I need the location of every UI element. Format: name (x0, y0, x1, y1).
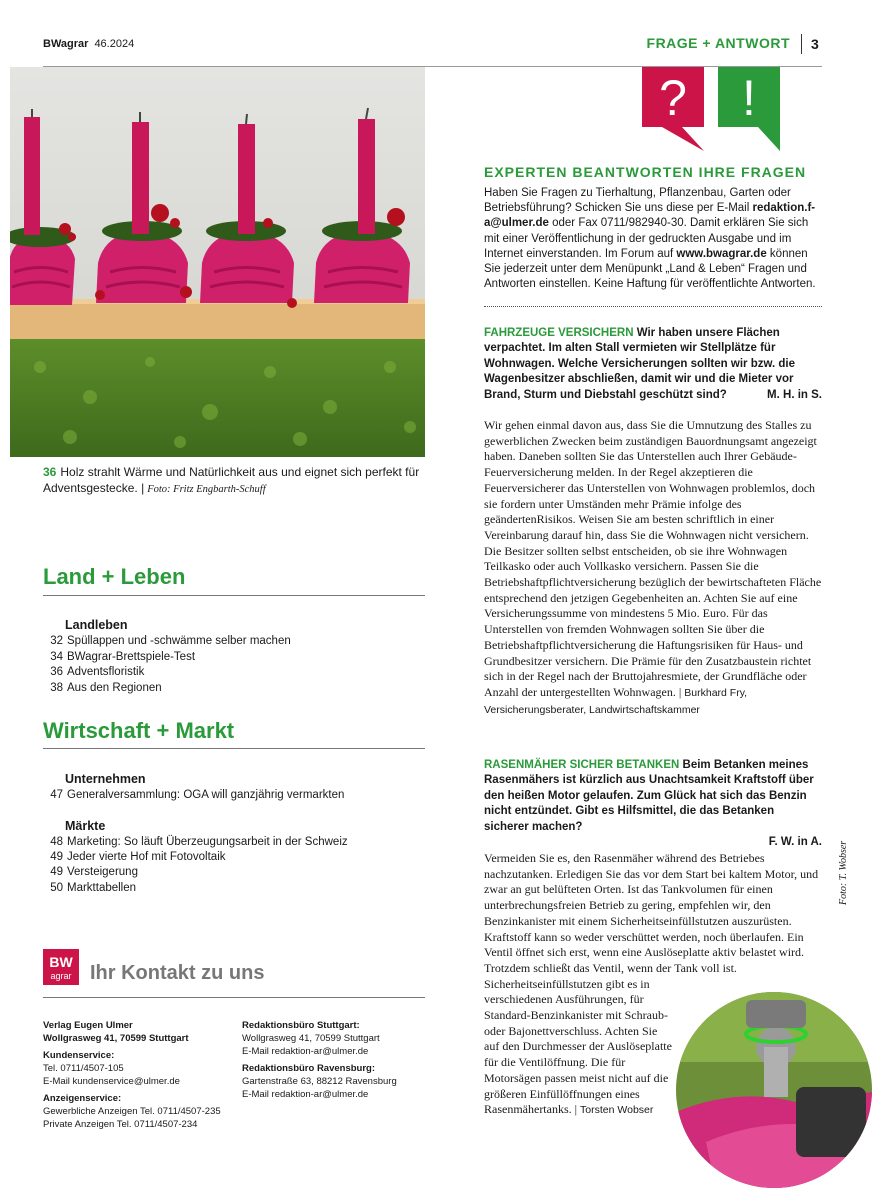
toc-item[interactable] (43, 634, 291, 650)
answer-2-author: Torsten Wobser (580, 1104, 654, 1117)
toc-item-page: 49 (50, 866, 63, 878)
toc-item[interactable] (43, 665, 144, 681)
toc-item-title: Marketing: So läuft Überzeugungsarbeit in der Schweiz (67, 836, 348, 848)
intro-text-1: Haben Sie Fragen zu Tierhaltung, Pflanzenbau, Garten oder Betriebsführung? Schicken Sie uns diese per E-Mail (484, 187, 791, 215)
toc-group-maerkte: Märkte (65, 819, 106, 833)
toc-section-land-leben: Land + Leben (43, 564, 186, 589)
office-ravensburg-address: Gartenstraße 63, 88212 Ravensburg (242, 1076, 397, 1087)
toc-item-page: 38 (50, 682, 63, 694)
header-divider (801, 34, 802, 54)
photo-caption (43, 464, 423, 498)
publisher-address: Wollgrasweg 41, 70599 Stuttgart (43, 1033, 189, 1044)
toc-item-page: 50 (50, 882, 63, 894)
toc-item[interactable] (43, 835, 348, 851)
question-2-topic: RASENMÄHER SICHER BETANKEN (484, 759, 680, 771)
caption-page-number: 36 (43, 465, 57, 479)
lawnmower-refueling-photo (676, 992, 872, 1188)
toc-section-wirtschaft-markt: Wirtschaft + Markt (43, 718, 235, 743)
toc-group-unternehmen: Unternehmen (65, 772, 146, 786)
toc-item-title: Versteigerung (67, 866, 138, 878)
answer-1 (484, 418, 822, 718)
toc-item-page: 49 (50, 851, 63, 863)
customer-service-email[interactable]: E-Mail kundenservice@ulmer.de (43, 1076, 180, 1087)
toc-item-title: BWagrar-Brettspiele-Test (67, 651, 196, 663)
exclamation-mark-glyph: ! (742, 70, 756, 126)
contact-left-column (43, 1019, 233, 1131)
caption-text: Holz strahlt Wärme und Natürlichkeit aus und eignet sich perfekt für Adventsgestecke. (43, 465, 420, 495)
answer-1-text: Wir gehen einmal davon aus, dass Sie die Umnutzung des Stalles zu gewerblichen Zwecken beim zuständigen Bauordnungsamt angezeigt haben. Daneben sollten Sie das Unterstellen auch Ihrer Gebäude-Feuerversicherung melden. In der Regel akzeptieren die Feuerversicherer das Unterstellen von Wohnwagen problemlos, doch sie fordern unter Umständen mehr Prämie infolge des geändertenRisikos. Weisen Sie am besten schriftlich in einer Vereinbarung darauf hin, dass Sie die Wohnwagen nicht versichern. Die Besitzer sollten selbst entscheiden, ob sie ihre Wohnwagen Teilkasko oder auch Vollkasko versichern. Passen Sie die Betriebshaftpflichtversicherung bezüglich der bewirtschafteten Fläche entsprechend den jetzigen Gegebenheiten an. Achten Sie auf eine Versicherungssumme von mindestens 5 Mio. Euro. Für das Unterstellen von fremden Wohnwagen sollten Sie über die Betriebshaftpflichtversicherung die Haftungsrisiken für Haus- und Grundbesitzer versichern. Die Prämie für den Zusatzbaustein richtet sich in der Regel nach der Bruttojahresmiete, der Grundfläche oder Anzahl der untergestellten Wohnwagen. (484, 418, 822, 699)
logo-text-top: BW (49, 954, 73, 970)
toc-rule-2 (43, 748, 425, 749)
toc-item-title: Generalversammlung: OGA will ganzjährig vermarkten (67, 789, 345, 801)
contact-rule (43, 997, 425, 998)
toc-item[interactable] (43, 650, 195, 666)
publisher-name: Verlag Eugen Ulmer (43, 1020, 133, 1031)
answer-1-separator: | (678, 684, 682, 699)
commercial-ads-phone[interactable]: Gewerbliche Anzeigen Tel. 0711/4507-235 (43, 1106, 221, 1117)
bwagrar-logo (43, 949, 79, 985)
answer-1-author: Burkhard Fry, Versicherungsberater, Landwirtschaftskammer (484, 686, 748, 716)
issue-number: 46.2024 (94, 38, 135, 50)
toc-item[interactable] (43, 865, 138, 881)
intro-text-2: oder Fax 0711/982940-30. Damit erklären Sie sich mit einer Veröffentlichung in der gedruckten Ausgabe und im Internet einverstanden. Im Forum auf (484, 217, 809, 260)
answer-2-separator: | (574, 1102, 578, 1117)
office-ravensburg-email[interactable]: E-Mail redaktion-ar@ulmer.de (242, 1089, 369, 1100)
private-ads-phone[interactable]: Private Anzeigen Tel. 0711/4507-234 (43, 1119, 198, 1130)
question-2-signature: F. W. in A. (768, 836, 822, 849)
mower-photo-credit: Foto: T. Wobser (838, 840, 849, 905)
intro-text-3: können Sie jederzeit unter dem Menüpunkt „Land & Leben“ Fragen und Antworten einstellen. Keine Haftung für veröffentlichte Antworten. (484, 247, 816, 291)
toc-item-title: Jeder vierte Hof mit Fotovoltaik (67, 851, 226, 863)
toc-item-page: 47 (50, 789, 63, 801)
toc-item-page: 32 (50, 635, 63, 647)
toc-item-page: 36 (50, 666, 63, 678)
contact-title: Ihr Kontakt zu uns (90, 962, 265, 984)
customer-service-phone[interactable]: Tel. 0711/4507-105 (43, 1063, 124, 1074)
toc-item[interactable] (43, 681, 162, 697)
dotted-divider (484, 306, 822, 307)
contact-email-link[interactable]: redaktion.f-a@ulmer.de (484, 202, 816, 230)
office-stuttgart-address: Wollgrasweg 41, 70599 Stuttgart (242, 1033, 380, 1044)
experts-intro (484, 186, 824, 292)
office-stuttgart-label: Redaktionsbüro Stuttgart: (242, 1020, 360, 1031)
experts-title: EXPERTEN BEANTWORTEN IHRE FRAGEN (484, 164, 807, 180)
publication-name: BWagrar (43, 38, 89, 50)
website-link[interactable]: www.bwagrar.de (676, 247, 767, 260)
question-mark-glyph: ? (659, 70, 687, 126)
publication-header (43, 38, 134, 50)
question-1 (484, 326, 822, 403)
question-1-text: Wir haben unsere Flächen verpachtet. Im alten Stall vermieten wir Stellplätze für Wohnwagen. Welche Versicherungen sollten wir bzw. die Wagenbesitzer abschließen, damit wir und die Mieter vor Brand, Sturm und Diebstahl geschützt sind? (484, 327, 795, 401)
caption-credit: Foto: Fritz Engbarth-Schuff (147, 484, 266, 495)
page-number: 3 (811, 36, 819, 52)
toc-item[interactable] (43, 788, 344, 804)
ad-service-label: Anzeigenservice: (43, 1093, 122, 1104)
question-1-topic: FAHRZEUGE VERSICHERN (484, 327, 634, 339)
toc-item[interactable] (43, 850, 226, 866)
section-title: FRAGE + ANTWORT (646, 35, 790, 51)
contact-right-column (242, 1019, 432, 1101)
question-2 (484, 758, 822, 850)
toc-group-landleben: Landleben (65, 618, 128, 632)
toc-item-title: Markttabellen (67, 882, 137, 894)
exclamation-mark-icon (718, 67, 780, 151)
office-stuttgart-email[interactable]: E-Mail redaktion-ar@ulmer.de (242, 1046, 369, 1057)
question-1-signature: M. H. in S. (767, 388, 822, 401)
question-mark-icon (642, 67, 704, 151)
toc-item-title: Aus den Regionen (67, 682, 162, 694)
customer-service-label: Kundenservice: (43, 1050, 115, 1061)
toc-item-page: 34 (50, 651, 63, 663)
caption-separator: | (141, 481, 145, 495)
advent-decoration-photo (10, 67, 425, 457)
logo-text-bottom: agrar (50, 971, 72, 981)
toc-rule-1 (43, 595, 425, 596)
toc-item-page: 48 (50, 836, 63, 848)
office-ravensburg-label: Redaktionsbüro Ravensburg: (242, 1063, 376, 1074)
toc-item-title: Adventsfloristik (67, 666, 145, 678)
answer-2-text: Vermeiden Sie es, den Rasenmäher während des Betriebes nachzutanken. Erledigen Sie das vor dem Start bei kaltem Motor, und zwar an gut belüfteten Orten. Ist das Tankvolumen für einen unterbrechungsfreien Betrieb zu gering, empfehlen wir, den Benzinkanister mit einem Sicherheitseinfüllstutzen auszurüsten. Kraftstoff kann so weder verschüttet werden, noch überlaufen. Ein Ventil öffnet sich erst, wenn eine Auslöseplatte aktiv belastet wird. Trotzdem schließt das Ventil, wenn der Tank voll ist. Sicherheitseinfüllstutzen gibt es in verschiedenen Ausführungen, für Standard-Benzinkanister mit Schraub- oder Bajonettverschluss. Achten Sie auf den Durchmesser der Auslöseplatte für die Ventilöffnung. Die für Motorsägen passen meist nicht auf die größeren Einfüllöffnungen eines Rasenmähertanks. (484, 851, 819, 1117)
toc-item[interactable] (43, 881, 136, 897)
question-2-text: Beim Betanken meines Rasenmähers ist kürzlich aus Unachtsamkeit Kraftstoff über den heißen Motor gelaufen. Zum Glück hat sich das Benzin nicht entzündet. Gibt es Hilfsmittel, die das Betanken sicherer machen? (484, 759, 814, 833)
toc-item-title: Spüllappen und -schwämme selber machen (67, 635, 291, 647)
